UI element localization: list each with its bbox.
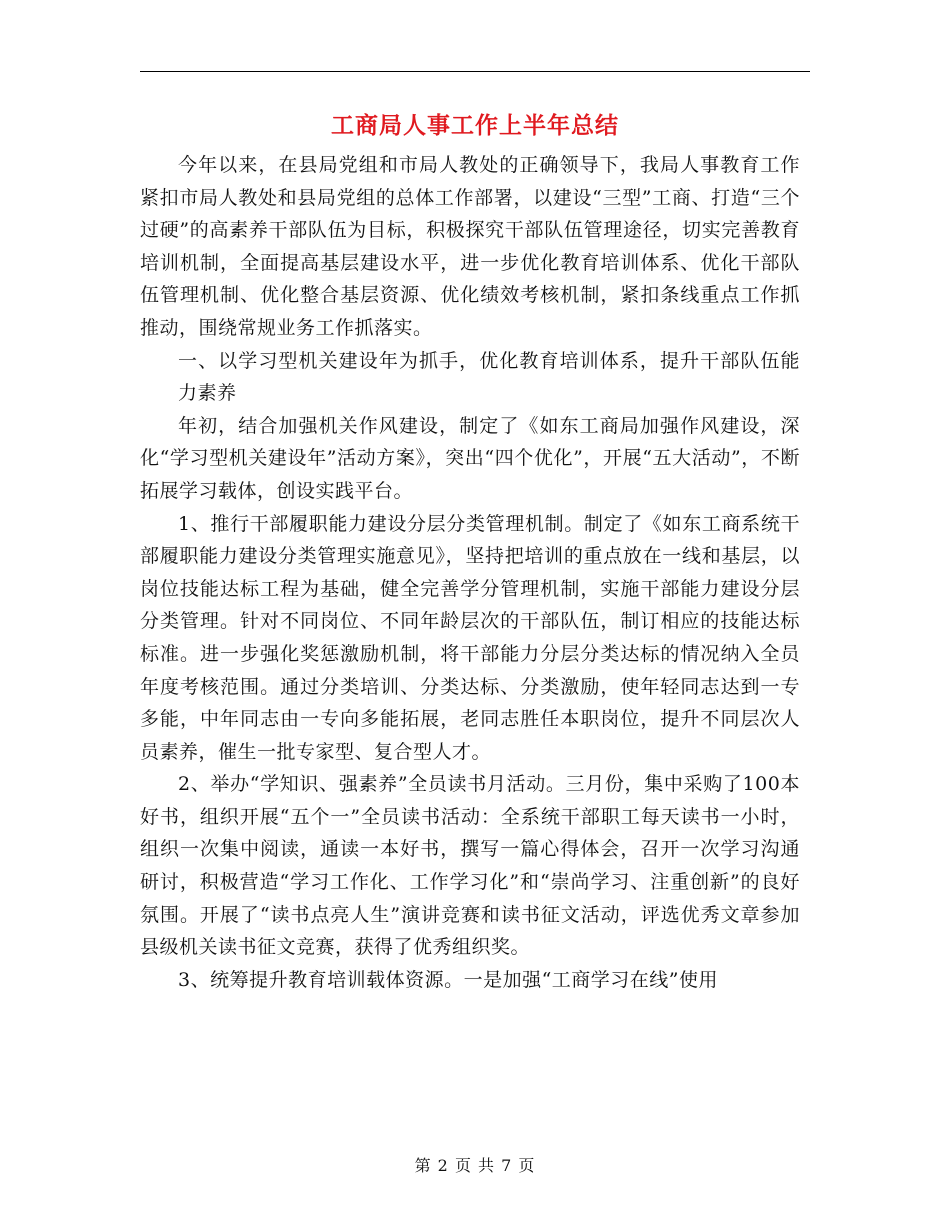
- intro-paragraph: 今年以来，在县局党组和市局人教处的正确领导下，我局人事教育工作紧扣市局人教处和县局党组的总体工作部署，以建设“三型”工商、打造“三个过硬”的高素养干部队伍为目标，积极探究干部队伍管理途径，切实完善教育培训机制，全面提高基层建设水平，进一步优化教育培训体系、优化干部队伍管理机制、优化整合基层资源、优化绩效考核机制，紧扣条线重点工作抓推动，围绕常规业务工作抓落实。: [140, 154, 800, 339]
- section-heading-1: 一、以学习型机关建设年为抓手，优化教育培训体系，提升干部队伍能力素养: [178, 349, 800, 405]
- paragraph-item-3: 3、统筹提升教育培训载体资源。一是加强“工商学习在线”使用: [178, 968, 719, 991]
- paragraph-plan: 年初，结合加强机关作风建设，制定了《如东工商局加强作风建设，深化“学习型机关建设年”活动方案》，突出“四个优化”，开展“五大活动”，不断拓展学习载体，创设实践平台。: [140, 414, 800, 502]
- paragraph-item-2: 2、举办“学知识、强素养”全员读书月活动。三月份，集中采购了100本好书，组织开展“五个一”全员读书活动：全系统干部职工每天读书一小时，组织一次集中阅读，通读一本好书，撰写一篇心得体会，召开一次学习沟通研讨，积极营造“学习工作化、工作学习化”和“崇尚学习、注重创新”的良好氛围。开展了“读书点亮人生”演讲竞赛和读书征文活动，评选优秀文章参加县级机关读书征文竞赛，获得了优秀组织奖。: [140, 773, 800, 959]
- document-body: [140, 149, 800, 996]
- paragraph-item-1: 1、推行干部履职能力建设分层分类管理机制。制定了《如东工商系统干部履职能力建设分类管理实施意见》，坚持把培训的重点放在一线和基层，以岗位技能达标工程为基础，健全完善学分管理机制，实施干部能力建设分层分类管理。针对不同岗位、不同年龄层次的干部队伍，制订相应的技能达标标准。进一步强化奖惩激励机制，将干部能力分层分类达标的情况纳入全员年度考核范围。通过分类培训、分类达标、分类激励，使年轻同志达到一专多能，中年同志由一专向多能拓展，老同志胜任本职岗位，提升不同层次人员素养，催生一批专家型、复合型人才。: [140, 512, 800, 763]
- header-rule: [140, 71, 810, 72]
- document-title: 工商局人事工作上半年总结: [331, 112, 619, 139]
- page-number: 第 2 页 共 7 页: [414, 1156, 536, 1175]
